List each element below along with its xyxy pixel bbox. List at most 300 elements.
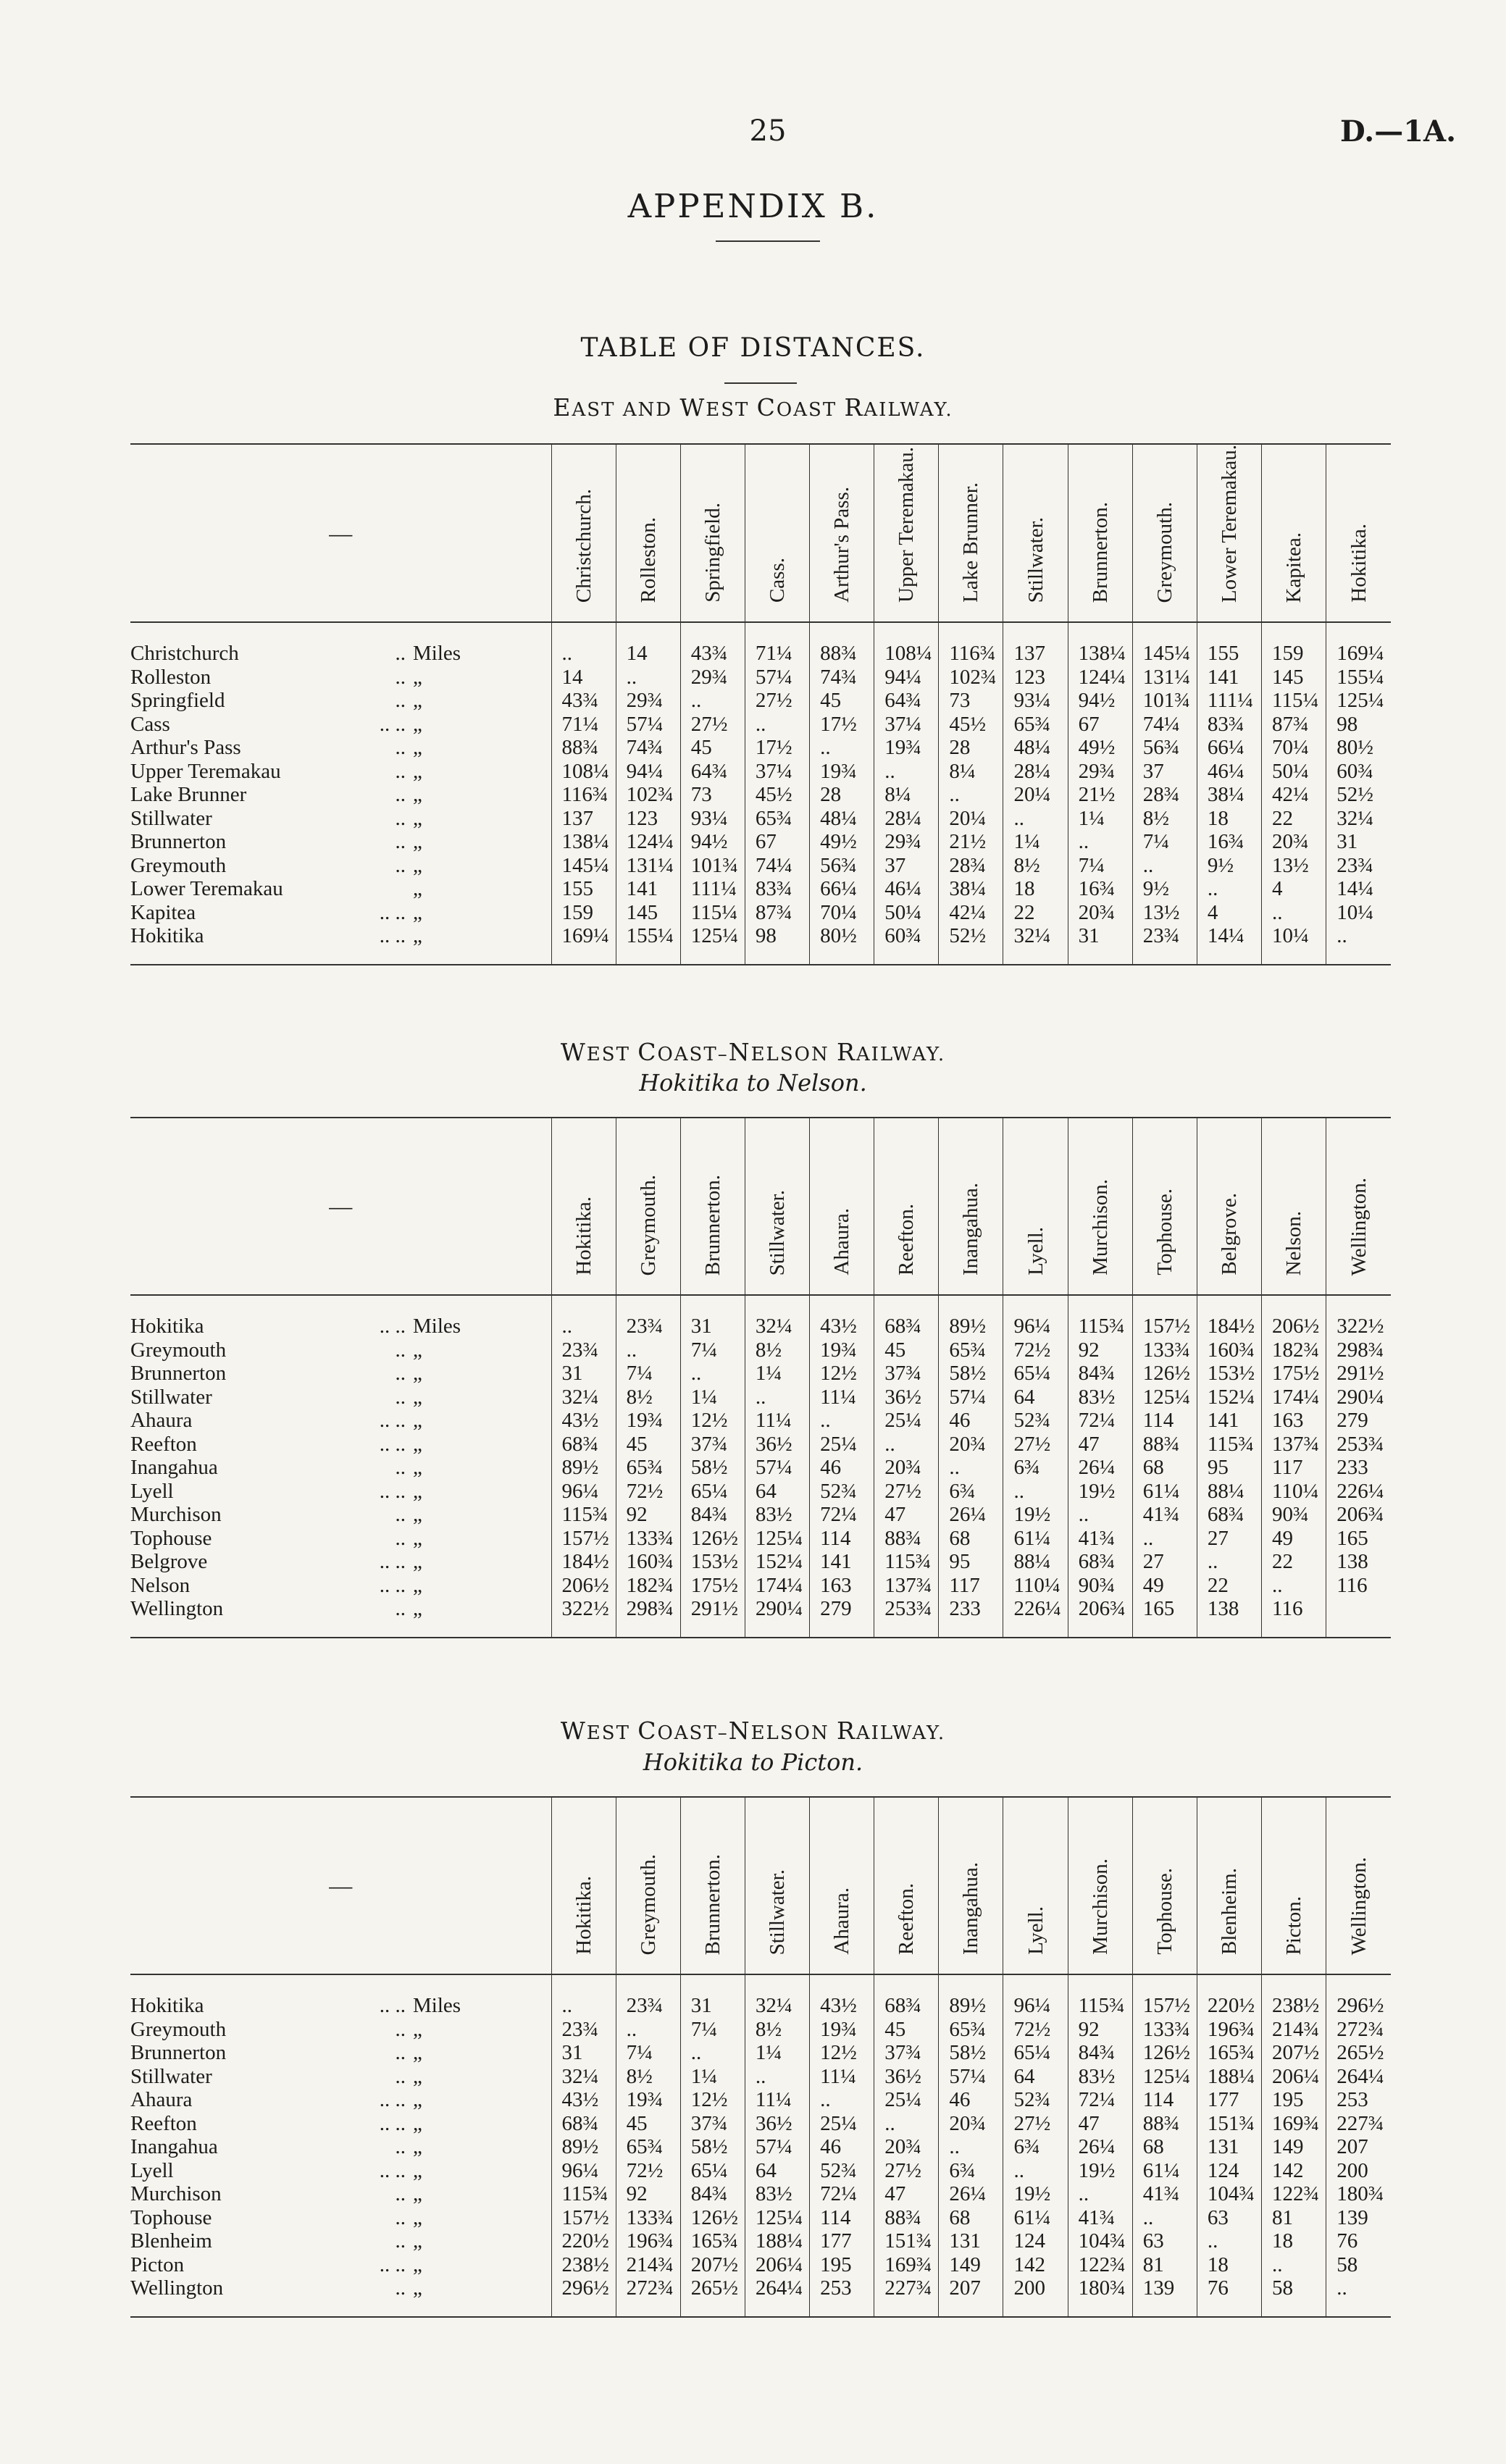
unit-label: Miles (413, 1315, 461, 1338)
ditto-mark: „ (413, 712, 422, 736)
distance-cell: 74¼ (1132, 713, 1197, 737)
distance-cell: 200 (1003, 2276, 1068, 2317)
column-header-label: Wellington. (1347, 1856, 1371, 1955)
section-title-word: OAST– (657, 1722, 729, 1744)
column-header-label: Wellington. (1347, 1177, 1371, 1275)
distance-cell: .. (680, 1362, 745, 1386)
distance-cell: 131 (1197, 2135, 1261, 2159)
distance-cell: 207 (939, 2276, 1003, 2317)
distance-cell: 19¾ (810, 1338, 874, 1362)
distance-cell: 160¾ (1197, 1338, 1261, 1362)
distance-cell: 52¾ (810, 2159, 874, 2183)
distance-cell: 149 (939, 2253, 1003, 2277)
column-header (1003, 1118, 1068, 1295)
row-name: Wellington (130, 1597, 224, 1620)
distance-cell: 47 (1068, 2112, 1132, 2136)
distance-cell: 58 (1262, 2276, 1326, 2317)
distance-cell: .. (810, 736, 874, 760)
row-label (130, 1527, 551, 1551)
distance-cell: 43½ (551, 1409, 616, 1433)
distance-cell: 23¾ (551, 2018, 616, 2042)
column-header-label: Murchison. (1088, 1179, 1112, 1275)
title-rule (716, 240, 820, 242)
distance-cell: 104¾ (1197, 2182, 1261, 2206)
distance-cell: 60¾ (874, 924, 939, 965)
distance-cell: 214¾ (1262, 2018, 1326, 2042)
distance-cell: 16¾ (1197, 830, 1261, 854)
table-row (130, 2112, 1391, 2136)
row-name: Brunnerton (130, 830, 227, 854)
distance-cell: 89½ (939, 1295, 1003, 1338)
distance-cell: 49 (1132, 1574, 1197, 1598)
table-row (130, 2276, 1391, 2317)
row-label (130, 807, 551, 831)
row-name: Nelson (130, 1573, 191, 1597)
column-header (1068, 1118, 1132, 1295)
distance-cell: 226¼ (1326, 1480, 1391, 1504)
distance-cell: 9½ (1197, 854, 1261, 878)
distance-cell: 57¼ (616, 713, 680, 737)
distance-cell: 48¼ (810, 807, 874, 831)
distance-cell: 114 (1132, 1409, 1197, 1433)
row-leader-dots: .. .. (379, 1409, 406, 1432)
distance-cell: 7¼ (1132, 830, 1197, 854)
ditto-mark: „ (413, 736, 422, 760)
table-row (130, 1503, 1391, 1527)
row-label (130, 689, 551, 713)
distance-cell: 122¾ (1068, 2253, 1132, 2277)
distance-cell: 58½ (939, 2041, 1003, 2065)
distance-cell: 131¼ (1132, 666, 1197, 690)
section-title-word: W (560, 1038, 587, 1066)
distance-cell: 56¾ (1132, 736, 1197, 760)
distance-cell: 68¾ (551, 1433, 616, 1457)
row-name: Rolleston (130, 665, 212, 689)
distance-cell: 174¼ (745, 1574, 809, 1598)
section-title-word: ELSON (750, 1044, 837, 1065)
distance-cell: 19½ (1003, 2182, 1068, 2206)
column-header (1326, 1797, 1391, 1974)
distance-cell: 46¼ (1197, 760, 1261, 784)
ditto-mark: „ (413, 1526, 422, 1550)
row-leader-dots: .. (395, 2229, 406, 2253)
section-title-word: N (728, 1717, 751, 1745)
distance-cell: 290¼ (745, 1597, 809, 1638)
distance-cell: .. (1068, 1503, 1132, 1527)
distance-cell: 115¼ (680, 901, 745, 925)
distance-cell: 68¾ (551, 2112, 616, 2136)
distance-cell: 25¼ (810, 2112, 874, 2136)
distance-cell: 64¾ (874, 689, 939, 713)
column-header-label: Ahaura. (830, 1208, 854, 1275)
row-leader-dots: .. (395, 1597, 406, 1620)
row-leader-dots: .. (395, 665, 406, 689)
distance-cell: 110¼ (1003, 1574, 1068, 1598)
distance-cell: 141 (1197, 666, 1261, 690)
row-name: Lyell (130, 2158, 174, 2182)
distance-cell: 101¾ (1132, 689, 1197, 713)
appendix-title: APPENDIX B. (627, 187, 879, 225)
distance-cell: 17½ (810, 713, 874, 737)
table-row (130, 2182, 1391, 2206)
section-title-word: C (637, 1717, 658, 1745)
row-label (130, 1456, 551, 1480)
row-label (130, 1480, 551, 1504)
distance-cell: 184½ (1197, 1295, 1261, 1338)
distance-cell: 4 (1197, 901, 1261, 925)
distance-cell: 125¼ (1132, 1386, 1197, 1409)
distance-cell: 57¼ (745, 666, 809, 690)
row-leader-dots: .. (395, 2041, 406, 2064)
distance-cell: 36½ (874, 1386, 939, 1409)
distance-cell: 45 (616, 1433, 680, 1457)
distance-cell: 139 (1132, 2276, 1197, 2317)
row-label (130, 2041, 551, 2065)
distance-cell: .. (1262, 901, 1326, 925)
distance-cell: 159 (551, 901, 616, 925)
distance-cell: 80½ (1326, 736, 1391, 760)
distance-cell: 4 (1262, 877, 1326, 901)
table-row (130, 1527, 1391, 1551)
distance-cell: 20¾ (874, 1456, 939, 1480)
distance-cell: 126½ (680, 2206, 745, 2230)
distance-cell: 29¾ (616, 689, 680, 713)
distance-cell: 89½ (551, 2135, 616, 2159)
distance-cell: 165 (1132, 1597, 1197, 1638)
distance-cell: 94¼ (616, 760, 680, 784)
distance-cell: .. (551, 1974, 616, 2018)
distance-cell: 206¾ (1326, 1503, 1391, 1527)
distance-cell: 138¼ (551, 830, 616, 854)
distance-cell: 139 (1326, 2206, 1391, 2230)
column-header-label: Hokitika. (572, 1197, 595, 1275)
column-header (1068, 444, 1132, 622)
ditto-mark: „ (413, 1573, 422, 1597)
column-header (680, 1797, 745, 1974)
distance-cell: 207½ (680, 2253, 745, 2277)
distance-cell: 43½ (810, 1974, 874, 2018)
section-title-word: W (679, 393, 706, 422)
distance-cell: 291½ (680, 1597, 745, 1638)
distance-cell: 20¼ (939, 807, 1003, 831)
row-leader-dots: .. (395, 1385, 406, 1409)
table-row (130, 830, 1391, 854)
distance-cell: 41¾ (1132, 1503, 1197, 1527)
column-header-label: Tophouse. (1152, 1189, 1176, 1275)
distance-cell: 131¼ (616, 854, 680, 878)
distance-cell: 12½ (680, 2088, 745, 2112)
column-header-label: Murchison. (1088, 1859, 1112, 1955)
distance-cell: 63 (1197, 2206, 1261, 2230)
distance-cell: 93¼ (1003, 689, 1068, 713)
distance-cell: 31 (1068, 924, 1132, 965)
distance-cell: 253¾ (1326, 1433, 1391, 1457)
distance-cell: 111¼ (680, 877, 745, 901)
distance-cell: 74¼ (745, 854, 809, 878)
distance-cell: .. (616, 2018, 680, 2042)
distance-cell: 83½ (745, 1503, 809, 1527)
distance-cell: 157½ (551, 1527, 616, 1551)
distance-cell: 45 (616, 2112, 680, 2136)
distance-cell: .. (745, 2065, 809, 2089)
row-label (130, 2065, 551, 2089)
distance-cell: .. (810, 1409, 874, 1433)
column-header (1197, 444, 1261, 622)
row-leader-dots: .. .. (379, 2158, 406, 2182)
distance-cell: 138 (1326, 1550, 1391, 1574)
row-name: Christchurch (130, 642, 239, 666)
distance-cell: 27½ (874, 2159, 939, 2183)
row-leader-dots: .. .. (379, 2253, 406, 2276)
column-header-label: Lyell. (1024, 1906, 1047, 1955)
distance-cell: 20¼ (1003, 783, 1068, 807)
distance-cell: 155¼ (616, 924, 680, 965)
distance-cell: 7¼ (616, 2041, 680, 2065)
distance-cell: 27 (1132, 1550, 1197, 1574)
column-header (745, 1797, 809, 1974)
table-row (130, 1409, 1391, 1433)
distance-cell: 296½ (551, 2276, 616, 2317)
distance-cell: 238½ (551, 2253, 616, 2277)
distance-cell: 65¼ (1003, 1362, 1068, 1386)
distance-cell: 220½ (551, 2229, 616, 2253)
row-leader-dots: .. (395, 2276, 406, 2300)
distance-cell: 45½ (939, 713, 1003, 737)
distance-cell: 279 (1326, 1409, 1391, 1433)
row-label (130, 1597, 551, 1638)
column-header (680, 444, 745, 622)
row-label (130, 666, 551, 690)
distance-cell: 72¼ (810, 1503, 874, 1527)
row-leader-dots: .. (395, 736, 406, 760)
distance-cell: 64 (745, 2159, 809, 2183)
distance-cell: 19¾ (616, 1409, 680, 1433)
distance-cell: 126½ (1132, 1362, 1197, 1386)
column-header (1068, 1797, 1132, 1974)
distance-cell: 1¼ (1068, 807, 1132, 831)
distance-cell: 253 (1326, 2088, 1391, 2112)
distance-cell: .. (745, 713, 809, 737)
distance-cell: .. (1197, 2229, 1261, 2253)
column-header (939, 1118, 1003, 1295)
distance-cell: 92 (616, 1503, 680, 1527)
distance-cell: 36½ (745, 2112, 809, 2136)
row-name: Inangahua (130, 1456, 218, 1479)
row-leader-dots: .. .. (379, 900, 406, 924)
column-header-label: Inangahua. (959, 1182, 983, 1275)
section-title-word: W (560, 1717, 587, 1745)
row-name: Stillwater (130, 806, 212, 830)
unit-label: Miles (413, 642, 461, 666)
column-header (680, 1118, 745, 1295)
distance-cell: 20¾ (1068, 901, 1132, 925)
distance-cell: 142 (1262, 2159, 1326, 2183)
distance-cell: 65¾ (616, 2135, 680, 2159)
distance-cell: 84¾ (1068, 1362, 1132, 1386)
row-name: Lake Brunner (130, 783, 247, 807)
ditto-mark: „ (413, 2135, 422, 2158)
distance-cell: 21½ (939, 830, 1003, 854)
section-title-word: R (836, 1717, 856, 1745)
column-header (1262, 444, 1326, 622)
ditto-mark: „ (413, 1409, 422, 1432)
column-header (1003, 444, 1068, 622)
distance-cell: 71¼ (551, 713, 616, 737)
column-header-label: Reefton. (895, 1203, 919, 1275)
distance-cell: 27½ (680, 713, 745, 737)
row-leader-dots: .. .. (379, 1432, 406, 1456)
distance-cell: 238½ (1262, 1974, 1326, 2018)
distance-cell: 20¾ (874, 2135, 939, 2159)
row-name: Lyell (130, 1479, 174, 1503)
distance-cell: 28¼ (874, 807, 939, 831)
distance-cell: 90¾ (1068, 1574, 1132, 1598)
distance-cell: .. (680, 2041, 745, 2065)
column-header (616, 1118, 680, 1295)
distance-cell: 182¾ (616, 1574, 680, 1598)
distance-cell: 46 (939, 2088, 1003, 2112)
section-title-word: EST (586, 1044, 638, 1065)
distance-cell: 84¾ (680, 2182, 745, 2206)
table-row (130, 901, 1391, 925)
distance-cell: 65¼ (680, 2159, 745, 2183)
distance-cell: 37¼ (745, 760, 809, 784)
column-header (616, 444, 680, 622)
distance-cell: 46 (939, 1409, 1003, 1433)
column-header (1197, 1797, 1261, 1974)
distance-cell: 57¼ (745, 1456, 809, 1480)
distance-cell: 37¼ (874, 713, 939, 737)
unit-label: Miles (413, 1994, 461, 2017)
ditto-mark: „ (413, 1385, 422, 1409)
distance-cell: 87¾ (745, 901, 809, 925)
row-label (130, 1386, 551, 1409)
table-row (130, 1338, 1391, 1362)
distance-cell: 226¼ (1003, 1597, 1068, 1638)
distance-cell: 27½ (874, 1480, 939, 1504)
table-row (130, 689, 1391, 713)
row-name: Brunnerton (130, 2041, 227, 2064)
distance-cell: 45 (680, 736, 745, 760)
distance-cell: 1¼ (1003, 830, 1068, 854)
table-row (130, 924, 1391, 965)
table-row (130, 666, 1391, 690)
distance-cell: 65¼ (680, 1480, 745, 1504)
column-header (1326, 1118, 1391, 1295)
ditto-mark: „ (413, 1479, 422, 1503)
distance-cell: 72¼ (1068, 1409, 1132, 1433)
distance-cell: 1¼ (745, 1362, 809, 1386)
distance-cell: 94½ (680, 830, 745, 854)
distance-cell: 68¾ (874, 1295, 939, 1338)
distance-cell: 124¼ (616, 830, 680, 854)
distance-cell: 104¾ (1068, 2229, 1132, 2253)
distance-cell: 84¾ (680, 1503, 745, 1527)
row-label (130, 2112, 551, 2136)
section-title-word: R (844, 393, 864, 422)
row-name: Murchison (130, 1503, 222, 1526)
distance-cell: 220½ (1197, 1974, 1261, 2018)
distance-cell: 32¼ (1003, 924, 1068, 965)
row-label (130, 736, 551, 760)
row-leader-dots: .. (395, 1338, 406, 1362)
distance-cell: 19½ (1003, 1503, 1068, 1527)
distance-cell: 279 (810, 1597, 874, 1638)
distance-cell: 18 (1003, 877, 1068, 901)
table-row (130, 1574, 1391, 1598)
distance-cell: 83¾ (745, 877, 809, 901)
distance-cell: 58½ (680, 2135, 745, 2159)
distance-cell: 32¼ (1326, 807, 1391, 831)
distance-cell: 6¾ (1003, 1456, 1068, 1480)
distance-cell: 92 (1068, 1338, 1132, 1362)
distance-cell: 28¾ (1132, 783, 1197, 807)
row-leader-dots: .. (395, 759, 406, 783)
distance-cell: 19¾ (810, 2018, 874, 2042)
distance-cell: 45 (874, 1338, 939, 1362)
distance-cell: 66¼ (810, 877, 874, 901)
distance-cell: 6¾ (1003, 2135, 1068, 2159)
distance-cell: 195 (1262, 2088, 1326, 2112)
row-leader-dots: .. (395, 853, 406, 877)
distance-cell: 42¼ (1262, 783, 1326, 807)
column-header-label: Inangahua. (959, 1861, 983, 1955)
distance-table-east-west (130, 443, 1391, 965)
row-label (130, 2206, 551, 2230)
ditto-mark: „ (413, 2158, 422, 2182)
distance-cell: 83½ (745, 2182, 809, 2206)
distance-cell: 31 (1326, 830, 1391, 854)
column-header (939, 444, 1003, 622)
distance-cell: 117 (939, 1574, 1003, 1598)
distance-cell: 145¼ (551, 854, 616, 878)
table-row (130, 1362, 1391, 1386)
distance-cell: 49½ (1068, 736, 1132, 760)
distance-cell: 27½ (1003, 1433, 1068, 1457)
distance-cell: 81 (1262, 2206, 1326, 2230)
column-header-label: Stillwater. (765, 1869, 789, 1955)
distance-cell: 145¼ (1132, 622, 1197, 666)
distance-cell: 8½ (616, 1386, 680, 1409)
distance-cell: 110¼ (1262, 1480, 1326, 1504)
table-row (130, 713, 1391, 737)
row-leader-dots: .. .. (379, 1315, 406, 1338)
section-title-nelson (0, 1038, 1506, 1066)
column-header-label: Belgrove. (1217, 1193, 1241, 1275)
table-row (130, 1480, 1391, 1504)
distance-cell: 67 (1068, 713, 1132, 737)
distance-cell: 49½ (810, 830, 874, 854)
page-number: 25 (749, 114, 787, 148)
distance-cell: 92 (1068, 2018, 1132, 2042)
distance-cell: 264¼ (1326, 2065, 1391, 2089)
distance-cell: 46 (810, 2135, 874, 2159)
distance-cell: 88¾ (874, 2206, 939, 2230)
distance-cell: 65¼ (1003, 2041, 1068, 2065)
ditto-mark: „ (413, 1503, 422, 1526)
distance-cell: 88¾ (1132, 2112, 1197, 2136)
section-title-word: N (728, 1038, 751, 1066)
distance-cell: 141 (810, 1550, 874, 1574)
distance-cell: 57¼ (745, 2135, 809, 2159)
distance-cell: 84¾ (1068, 2041, 1132, 2065)
ditto-mark: „ (413, 2229, 422, 2253)
column-header-label: Lyell. (1024, 1227, 1047, 1275)
distance-cell: 133¾ (616, 2206, 680, 2230)
distance-cell: .. (1003, 1480, 1068, 1504)
distance-cell: 133¾ (616, 1527, 680, 1551)
distance-cell: 124 (1003, 2229, 1068, 2253)
